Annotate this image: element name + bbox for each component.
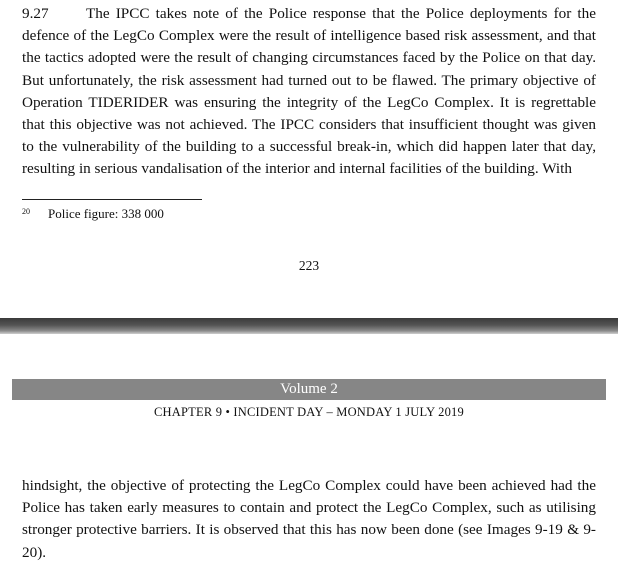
footnote-number: 20 (22, 207, 30, 216)
footnote-text: Police figure: 338 000 (48, 206, 164, 221)
page-number: 223 (298, 258, 320, 273)
page-break-divider (0, 318, 618, 334)
paragraph-number: 9.27 (22, 5, 49, 22)
volume-banner: Volume 2 (12, 379, 606, 400)
paragraph-9-27 (22, 3, 596, 181)
paragraph-text: The IPCC takes note of the Police response that the Police deployments for the defence of the LegCo Complex were the result of intelligence based risk assessment, and that the tactics adopted were the result of changing circumstances faced by the Police on that day. But unfortunately, the risk assessment had turned out to be flawed. The primary objective of Operation TIDERIDER was ensuring the integrity of the LegCo Complex. It is regrettable that this objective was not achieved. The IPCC considers that insufficient thought was given to the vulnerability of the building to a successful break-in, which did happen later that day, resulting in serious vandalisation of the interior and internal facilities of the building. With (22, 5, 596, 178)
footnote (22, 206, 164, 222)
footnote-divider (22, 199, 202, 200)
chapter-header: CHAPTER 9 • INCIDENT DAY – MONDAY 1 JULY 2019 (154, 405, 464, 419)
paragraph-continued: hindsight, the objective of protecting the LegCo Complex could have been achieved had the Police has taken early measures to contain and protect the LegCo Complex, such as utilising stronger protective barriers. It is observed that this has now been done (see Images 9-19 & 9-20). (22, 477, 596, 561)
